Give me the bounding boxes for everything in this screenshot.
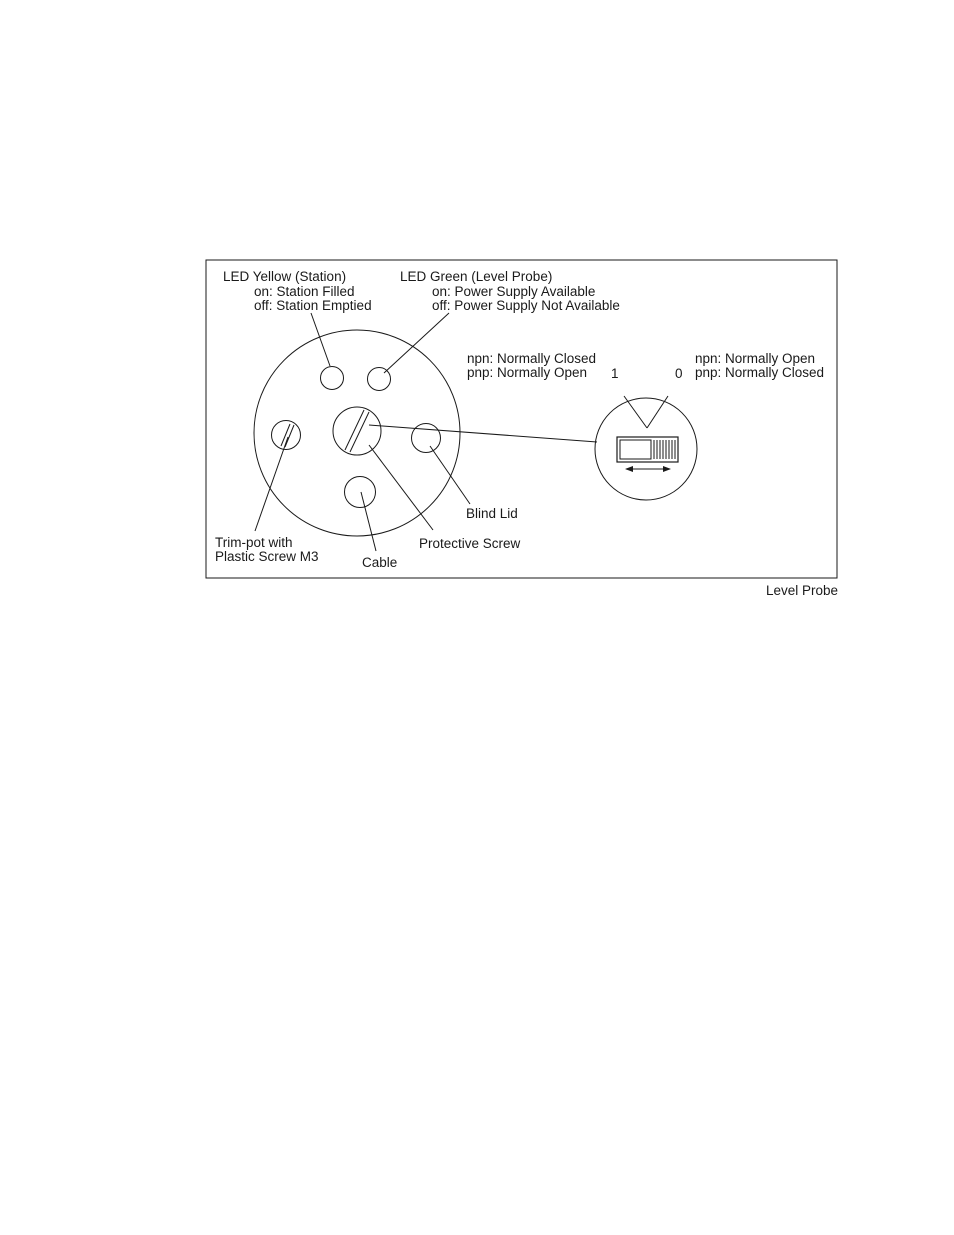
label-led-yellow: [223, 269, 372, 313]
led-yellow-circle: [321, 367, 344, 390]
blind-lid-circle: [412, 424, 441, 453]
label-trim-pot: [215, 535, 319, 564]
leader-led-green: [384, 313, 449, 373]
switch-pos-1-pnp: pnp: Normally Open: [467, 365, 588, 380]
switch-pos-1-marker: 1: [611, 366, 619, 381]
label-led-green: [400, 269, 620, 313]
leader-blind-lid: [430, 446, 470, 504]
leader-switch: [369, 425, 597, 442]
label-blind-lid: Blind Lid: [466, 506, 518, 521]
label-cable: Cable: [362, 555, 398, 570]
trim-pot-line1: Trim-pot with: [215, 535, 293, 550]
leader-protective-screw: [369, 445, 433, 530]
led-yellow-on: on: Station Filled: [254, 284, 355, 299]
switch-detail: [595, 396, 697, 500]
switch-pos-0-npn: npn: Normally Open: [695, 351, 816, 366]
led-green-on: on: Power Supply Available: [432, 284, 596, 299]
led-green-off: off: Power Supply Not Available: [432, 298, 620, 313]
leader-cable: [361, 492, 376, 551]
probe-head-circle: [254, 330, 460, 536]
label-protective-screw: Protective Screw: [419, 536, 521, 551]
label-switch-position-1: [467, 351, 619, 381]
cable-circle: [345, 477, 376, 508]
switch-pos-0-pnp: pnp: Normally Closed: [695, 365, 825, 380]
figure-caption: Level Probe: [765, 583, 838, 598]
leader-trim-pot: [255, 437, 288, 531]
led-green-circle: [368, 368, 391, 391]
protective-screw: [333, 407, 381, 455]
label-switch-position-0: [675, 351, 824, 381]
trim-pot: [272, 421, 301, 450]
switch-pos-1-npn: npn: Normally Closed: [467, 351, 597, 366]
led-yellow-title: LED Yellow (Station): [223, 269, 347, 284]
led-green-title: LED Green (Level Probe): [400, 269, 553, 284]
switch-pos-0-marker: 0: [675, 366, 683, 381]
trim-pot-line2: Plastic Screw M3: [215, 549, 319, 564]
led-yellow-off: off: Station Emptied: [254, 298, 372, 313]
switch-slider-hatching: [654, 440, 675, 459]
